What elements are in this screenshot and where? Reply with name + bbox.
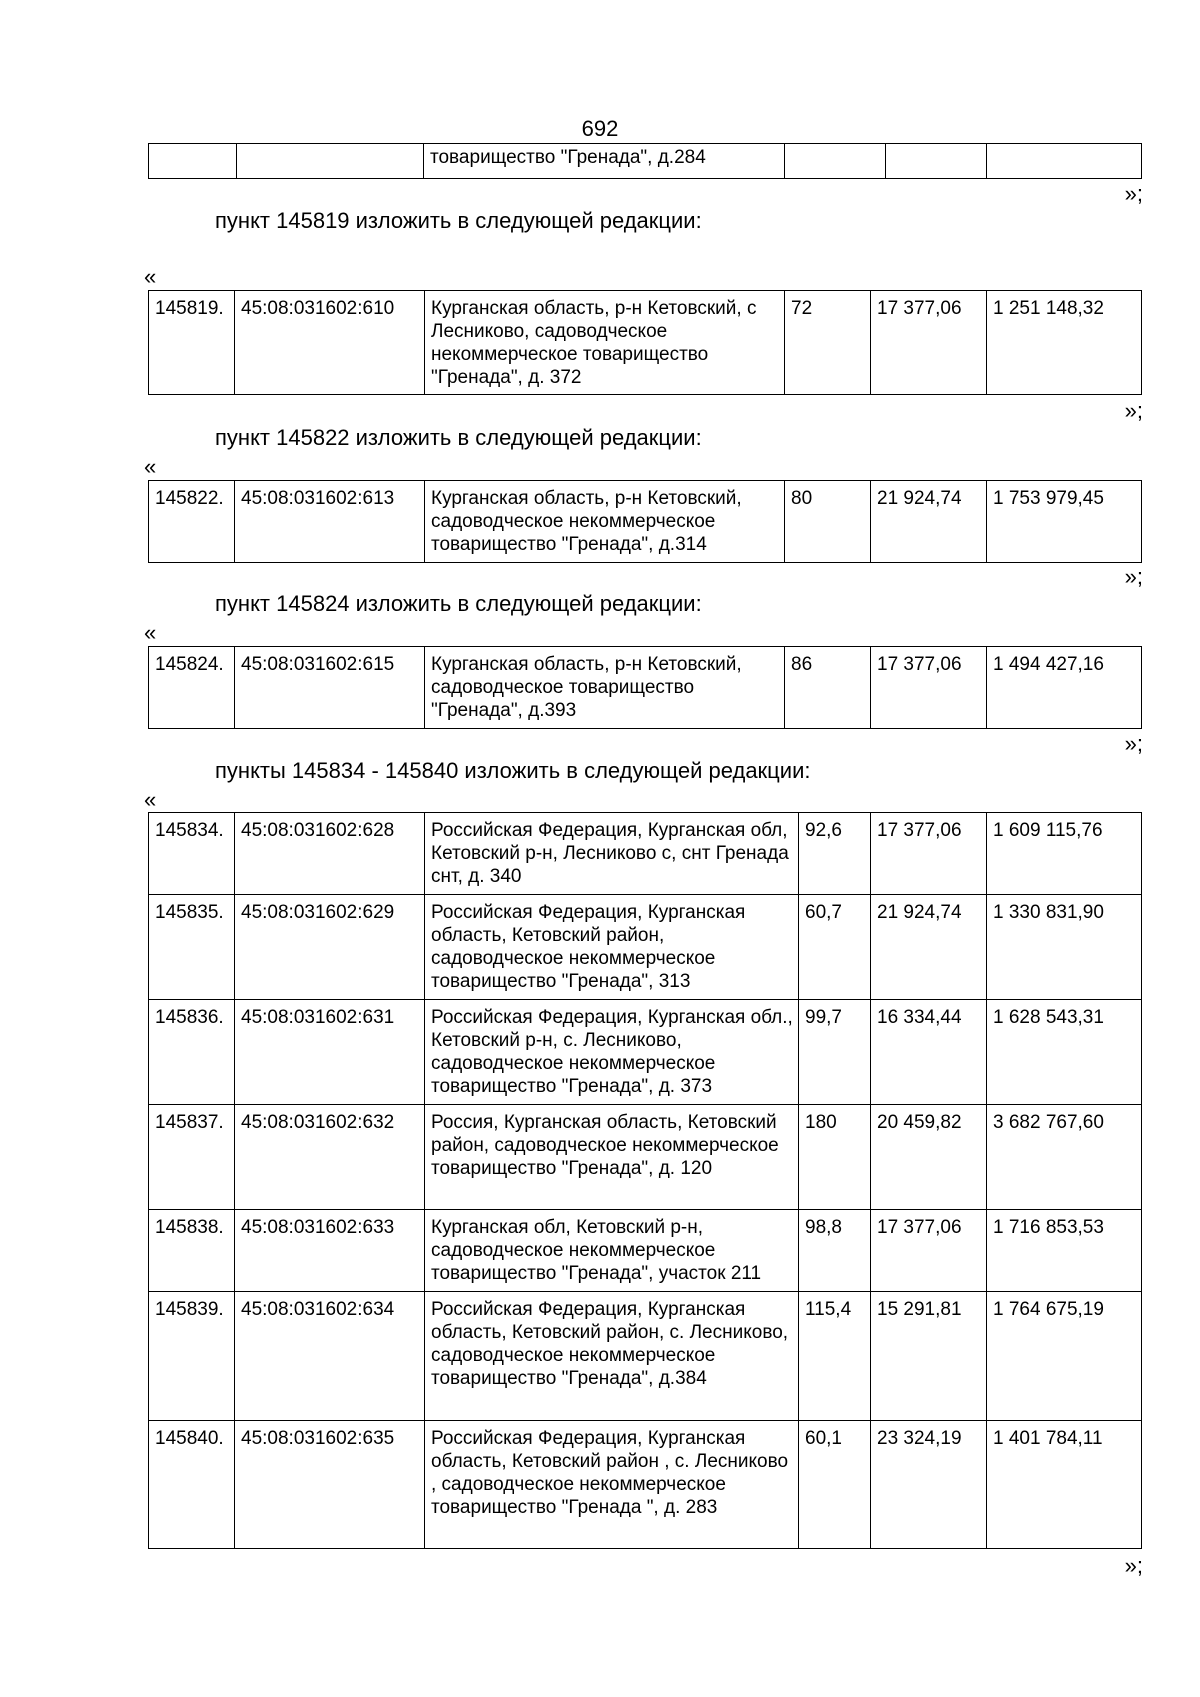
address: Российская Федерация, Курганская область, Кетовский район, садоводческое некоммерческое товарищество "Гренада", 313: [425, 895, 799, 1000]
cadastral-value: 1 716 853,53: [987, 1210, 1142, 1292]
cadastral-value: 1 609 115,76: [987, 813, 1142, 895]
area: [785, 144, 886, 179]
row-number: 145835.: [149, 895, 235, 1000]
closing-quote: »;: [1124, 731, 1143, 756]
table-row: [149, 481, 1142, 563]
address: Российская Федерация, Курганская область, Кетовский район , с. Лесниково , садоводческое некоммерческое товарищество "Гренада ", д. 283: [425, 1421, 799, 1549]
table-row: [149, 144, 1142, 179]
opening-quote: «: [144, 454, 157, 479]
address: Курганская обл, Кетовский р-н, садоводческое некоммерческое товарищество "Гренада", участок 211: [425, 1210, 799, 1292]
area: 115,4: [799, 1292, 871, 1421]
cadastral-number: 45:08:031602:629: [235, 895, 425, 1000]
cadastral-number: 45:08:031602:615: [235, 647, 425, 729]
opening-quote: «: [144, 787, 157, 812]
closing-quote: »;: [1124, 398, 1143, 423]
section-heading: пункт 145824 изложить в следующей редакции:: [215, 591, 702, 616]
cadastral-number: 45:08:031602:610: [235, 291, 425, 395]
table-row: [149, 895, 1142, 1000]
address: Российская Федерация, Курганская обл, Кетовский р-н, Лесниково с, снт Гренада снт, д. 340: [425, 813, 799, 895]
address: Курганская область, р-н Кетовский, садоводческое товарищество "Гренада", д.393: [425, 647, 785, 729]
registry-table: [148, 646, 1142, 729]
table-row: [149, 291, 1142, 395]
cadastral-value: 1 401 784,11: [987, 1421, 1142, 1549]
page-number: 692: [581, 116, 619, 141]
cadastral-value: 3 682 767,60: [987, 1105, 1142, 1210]
cadastral-number: 45:08:031602:628: [235, 813, 425, 895]
table-row: [149, 1421, 1142, 1549]
section-heading: пункт 145822 изложить в следующей редакции:: [215, 425, 702, 450]
row-number: 145834.: [149, 813, 235, 895]
cadastral-price: 15 291,81: [871, 1292, 987, 1421]
cadastral-price: 17 377,06: [871, 647, 987, 729]
cadastral-value: 1 494 427,16: [987, 647, 1142, 729]
cadastral-price: 21 924,74: [871, 895, 987, 1000]
cadastral-value: 1 764 675,19: [987, 1292, 1142, 1421]
row-number: 145836.: [149, 1000, 235, 1105]
cadastral-number: 45:08:031602:634: [235, 1292, 425, 1421]
area: 180: [799, 1105, 871, 1210]
cadastral-price: [886, 144, 987, 179]
cadastral-price: 23 324,19: [871, 1421, 987, 1549]
registry-table: [148, 480, 1142, 563]
row-number: [149, 144, 237, 179]
row-number: 145822.: [149, 481, 235, 563]
cadastral-value: 1 628 543,31: [987, 1000, 1142, 1105]
row-number: 145837.: [149, 1105, 235, 1210]
cadastral-price: 21 924,74: [871, 481, 987, 563]
cadastral-number: 45:08:031602:631: [235, 1000, 425, 1105]
area: 72: [785, 291, 871, 395]
closing-quote: »;: [1124, 1553, 1143, 1578]
area: 86: [785, 647, 871, 729]
cadastral-number: 45:08:031602:632: [235, 1105, 425, 1210]
area: 98,8: [799, 1210, 871, 1292]
cadastral-price: 20 459,82: [871, 1105, 987, 1210]
address: Россия, Курганская область, Кетовский район, садоводческое некоммерческое товарищество "Гренада", д. 120: [425, 1105, 799, 1210]
registry-table: [148, 812, 1142, 1549]
row-number: 145840.: [149, 1421, 235, 1549]
row-number: 145824.: [149, 647, 235, 729]
address: Российская Федерация, Курганская область, Кетовский район, с. Лесниково, садоводческое некоммерческое товарищество "Гренада", д.384: [425, 1292, 799, 1421]
cadastral-value: 1 753 979,45: [987, 481, 1142, 563]
address: Российская Федерация, Курганская обл., Кетовский р-н, с. Лесниково, садоводческое некоммерческое товарищество "Гренада", д. 373: [425, 1000, 799, 1105]
cadastral-price: 17 377,06: [871, 1210, 987, 1292]
opening-quote: «: [144, 264, 157, 289]
table-row: [149, 647, 1142, 729]
closing-quote: »;: [1124, 564, 1143, 589]
cadastral-number: 45:08:031602:613: [235, 481, 425, 563]
registry-table: [148, 290, 1142, 395]
area: 92,6: [799, 813, 871, 895]
cadastral-price: 16 334,44: [871, 1000, 987, 1105]
area: 99,7: [799, 1000, 871, 1105]
cadastral-price: 17 377,06: [871, 291, 987, 395]
closing-quote: »;: [1124, 181, 1143, 206]
address: Курганская область, р-н Кетовский, с Лесниково, садоводческое некоммерческое товарищество "Гренада", д. 372: [425, 291, 785, 395]
cadastral-value: [987, 144, 1142, 179]
area: 60,7: [799, 895, 871, 1000]
opening-quote: «: [144, 620, 157, 645]
cadastral-price: 17 377,06: [871, 813, 987, 895]
top-fragment-table: [148, 143, 1142, 179]
table-row: [149, 1210, 1142, 1292]
table-row: [149, 1000, 1142, 1105]
row-number: 145839.: [149, 1292, 235, 1421]
row-number: 145838.: [149, 1210, 235, 1292]
cadastral-value: 1 251 148,32: [987, 291, 1142, 395]
cadastral-number: 45:08:031602:633: [235, 1210, 425, 1292]
row-number: 145819.: [149, 291, 235, 395]
section-heading: пункты 145834 - 145840 изложить в следующей редакции:: [215, 758, 811, 783]
table-row: [149, 1105, 1142, 1210]
address: товарищество "Гренада", д.284: [424, 144, 785, 179]
area: 80: [785, 481, 871, 563]
address: Курганская область, р-н Кетовский, садоводческое некоммерческое товарищество "Гренада", д.314: [425, 481, 785, 563]
cadastral-number: [237, 144, 424, 179]
table-row: [149, 1292, 1142, 1421]
section-heading: пункт 145819 изложить в следующей редакции:: [215, 208, 702, 233]
area: 60,1: [799, 1421, 871, 1549]
cadastral-number: 45:08:031602:635: [235, 1421, 425, 1549]
cadastral-value: 1 330 831,90: [987, 895, 1142, 1000]
table-row: [149, 813, 1142, 895]
